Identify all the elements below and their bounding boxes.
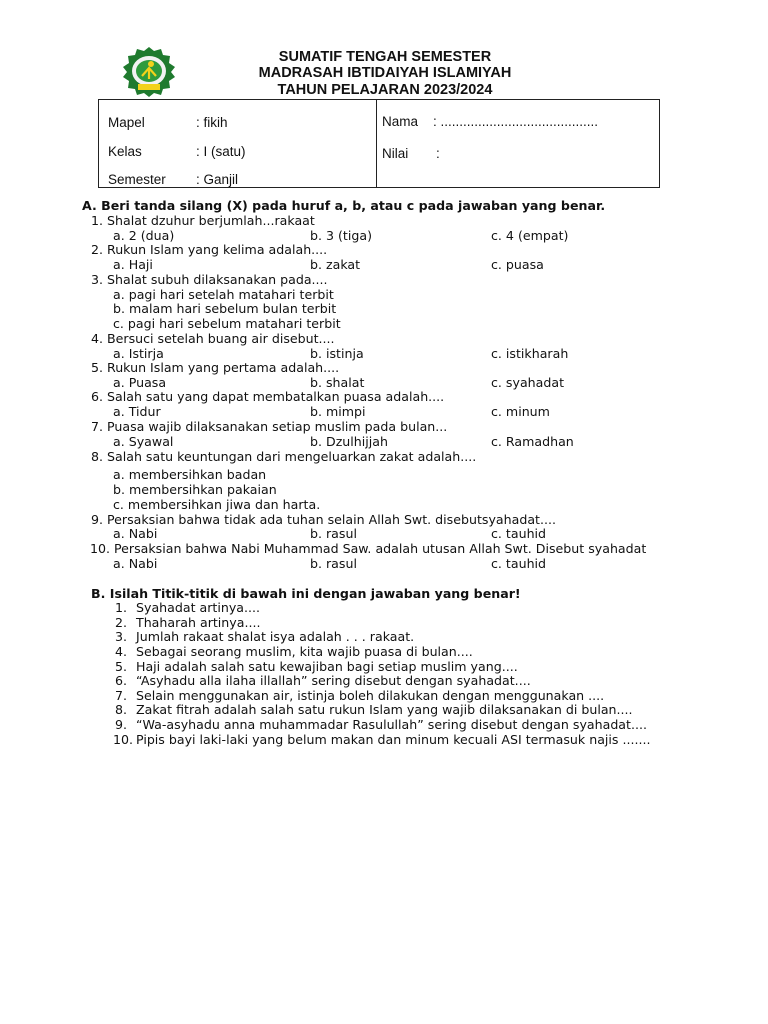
q5-option-c: c. syahadat	[491, 375, 565, 390]
q2-option-c: c. puasa	[491, 257, 544, 272]
nama-value: : ..........................................	[433, 114, 599, 129]
question-1: 1. Shalat dzuhur berjumlah...rakaat	[91, 213, 315, 228]
fill-in-number-7: 7.	[115, 688, 128, 703]
q2-option-a: a. Haji	[113, 257, 153, 272]
q7-option-b: b. Dzulhijjah	[310, 434, 388, 449]
mapel-label: Mapel	[108, 115, 145, 130]
q7-option-c: c. Ramadhan	[491, 434, 574, 449]
fill-in-item-7: Selain menggunakan air, istinja boleh dilakukan dengan menggunakan ....	[136, 688, 605, 703]
question-4: 4. Bersuci setelah buang air disebut....	[91, 331, 335, 346]
nilai-value: :	[436, 146, 440, 161]
q5-option-a: a. Puasa	[113, 375, 167, 390]
section-b-heading: B. Isilah Titik-titik di bawah ini dengan jawaban yang benar!	[91, 586, 521, 601]
kelas-value: : I (satu)	[196, 144, 246, 159]
title-line-2: MADRASAH IBTIDAIYAH ISLAMIYAH	[258, 65, 512, 81]
fill-in-number-9: 9.	[115, 717, 128, 732]
question-6: 6. Salah satu yang dapat membatalkan puasa adalah....	[91, 389, 445, 404]
q8-option-b: b. membersihkan pakaian	[113, 482, 277, 497]
fill-in-item-5: Haji adalah salah satu kewajiban bagi setiap muslim yang....	[136, 659, 518, 674]
madrasah-logo	[118, 46, 180, 98]
q9-option-b: b. rasul	[310, 526, 357, 541]
q1-option-c: c. 4 (empat)	[491, 228, 569, 243]
section-a-heading: A. Beri tanda silang (X) pada huruf a, b, atau c pada jawaban yang benar.	[82, 198, 606, 213]
fill-in-item-2: Thaharah artinya....	[136, 615, 261, 630]
question-3: 3. Shalat subuh dilaksanakan pada....	[91, 272, 328, 287]
q4-option-a: a. Istirja	[113, 346, 164, 361]
q8-option-c: c. membersihkan jiwa dan harta.	[113, 497, 321, 512]
q4-option-c: c. istikharah	[491, 346, 569, 361]
info-box-divider	[376, 100, 377, 187]
q10-option-c: c. tauhid	[491, 556, 547, 571]
fill-in-item-6: “Asyhadu alla ilaha illallah” sering disebut dengan syahadat....	[136, 673, 531, 688]
fill-in-number-5: 5.	[115, 659, 128, 674]
question-8: 8. Salah satu keuntungan dari mengeluarkan zakat adalah....	[91, 449, 477, 464]
fill-in-item-4: Sebagai seorang muslim, kita wajib puasa di bulan....	[136, 644, 473, 659]
q6-option-a: a. Tidur	[113, 404, 161, 419]
q6-option-c: c. minum	[491, 404, 550, 419]
student-info-box	[98, 99, 660, 188]
q5-option-b: b. shalat	[310, 375, 365, 390]
q7-option-a: a. Syawal	[113, 434, 174, 449]
title-line-1: SUMATIF TENGAH SEMESTER	[278, 49, 492, 65]
title-line-3: TAHUN PELAJARAN 2023/2024	[277, 82, 493, 98]
q3-option-b: b. malam hari sebelum bulan terbit	[113, 301, 337, 316]
fill-in-number-4: 4.	[115, 644, 128, 659]
fill-in-number-6: 6.	[115, 673, 128, 688]
semester-label: Semester	[108, 172, 166, 187]
fill-in-item-3: Jumlah rakaat shalat isya adalah . . . rakaat.	[136, 629, 415, 644]
fill-in-number-8: 8.	[115, 702, 128, 717]
q6-option-b: b. mimpi	[310, 404, 366, 419]
question-10: 10. Persaksian bahwa Nabi Muhammad Saw. adalah utusan Allah Swt. Disebut syahadat	[90, 541, 647, 556]
fill-in-item-9: “Wa-asyhadu anna muhammadar Rasulullah” sering disebut dengan syahadat....	[136, 717, 647, 732]
fill-in-number-3: 3.	[115, 629, 128, 644]
mapel-value: : fikih	[196, 115, 228, 130]
fill-in-item-1: Syahadat artinya....	[136, 600, 261, 615]
nilai-label: Nilai	[382, 146, 409, 161]
q1-option-a: a. 2 (dua)	[113, 228, 175, 243]
q10-option-a: a. Nabi	[113, 556, 158, 571]
nama-label: Nama	[382, 114, 419, 129]
fill-in-item-8: Zakat fitrah adalah salah satu rukun Islam yang wajib dilaksanakan di bulan....	[136, 702, 633, 717]
q1-option-b: b. 3 (tiga)	[310, 228, 372, 243]
fill-in-number-1: 1.	[115, 600, 128, 615]
semester-value: : Ganjil	[196, 172, 239, 187]
fill-in-number-10: 10.	[113, 732, 134, 747]
q3-option-a: a. pagi hari setelah matahari terbit	[113, 287, 334, 302]
kelas-label: Kelas	[108, 144, 142, 159]
q9-option-a: a. Nabi	[113, 526, 158, 541]
q2-option-b: b. zakat	[310, 257, 361, 272]
fill-in-item-10: Pipis bayi laki-laki yang belum makan dan minum kecuali ASI termasuk najis .......	[136, 732, 651, 747]
question-7: 7. Puasa wajib dilaksanakan setiap muslim pada bulan...	[91, 419, 448, 434]
q10-option-b: b. rasul	[310, 556, 357, 571]
q4-option-b: b. istinja	[310, 346, 364, 361]
q3-option-c: c. pagi hari sebelum matahari terbit	[113, 316, 341, 331]
question-2: 2. Rukun Islam yang kelima adalah....	[91, 242, 328, 257]
question-5: 5. Rukun Islam yang pertama adalah....	[91, 360, 340, 375]
fill-in-number-2: 2.	[115, 615, 128, 630]
q9-option-c: c. tauhid	[491, 526, 547, 541]
q8-option-a: a. membersihkan badan	[113, 467, 267, 482]
question-9: 9. Persaksian bahwa tidak ada tuhan selain Allah Swt. disebutsyahadat....	[91, 512, 556, 527]
